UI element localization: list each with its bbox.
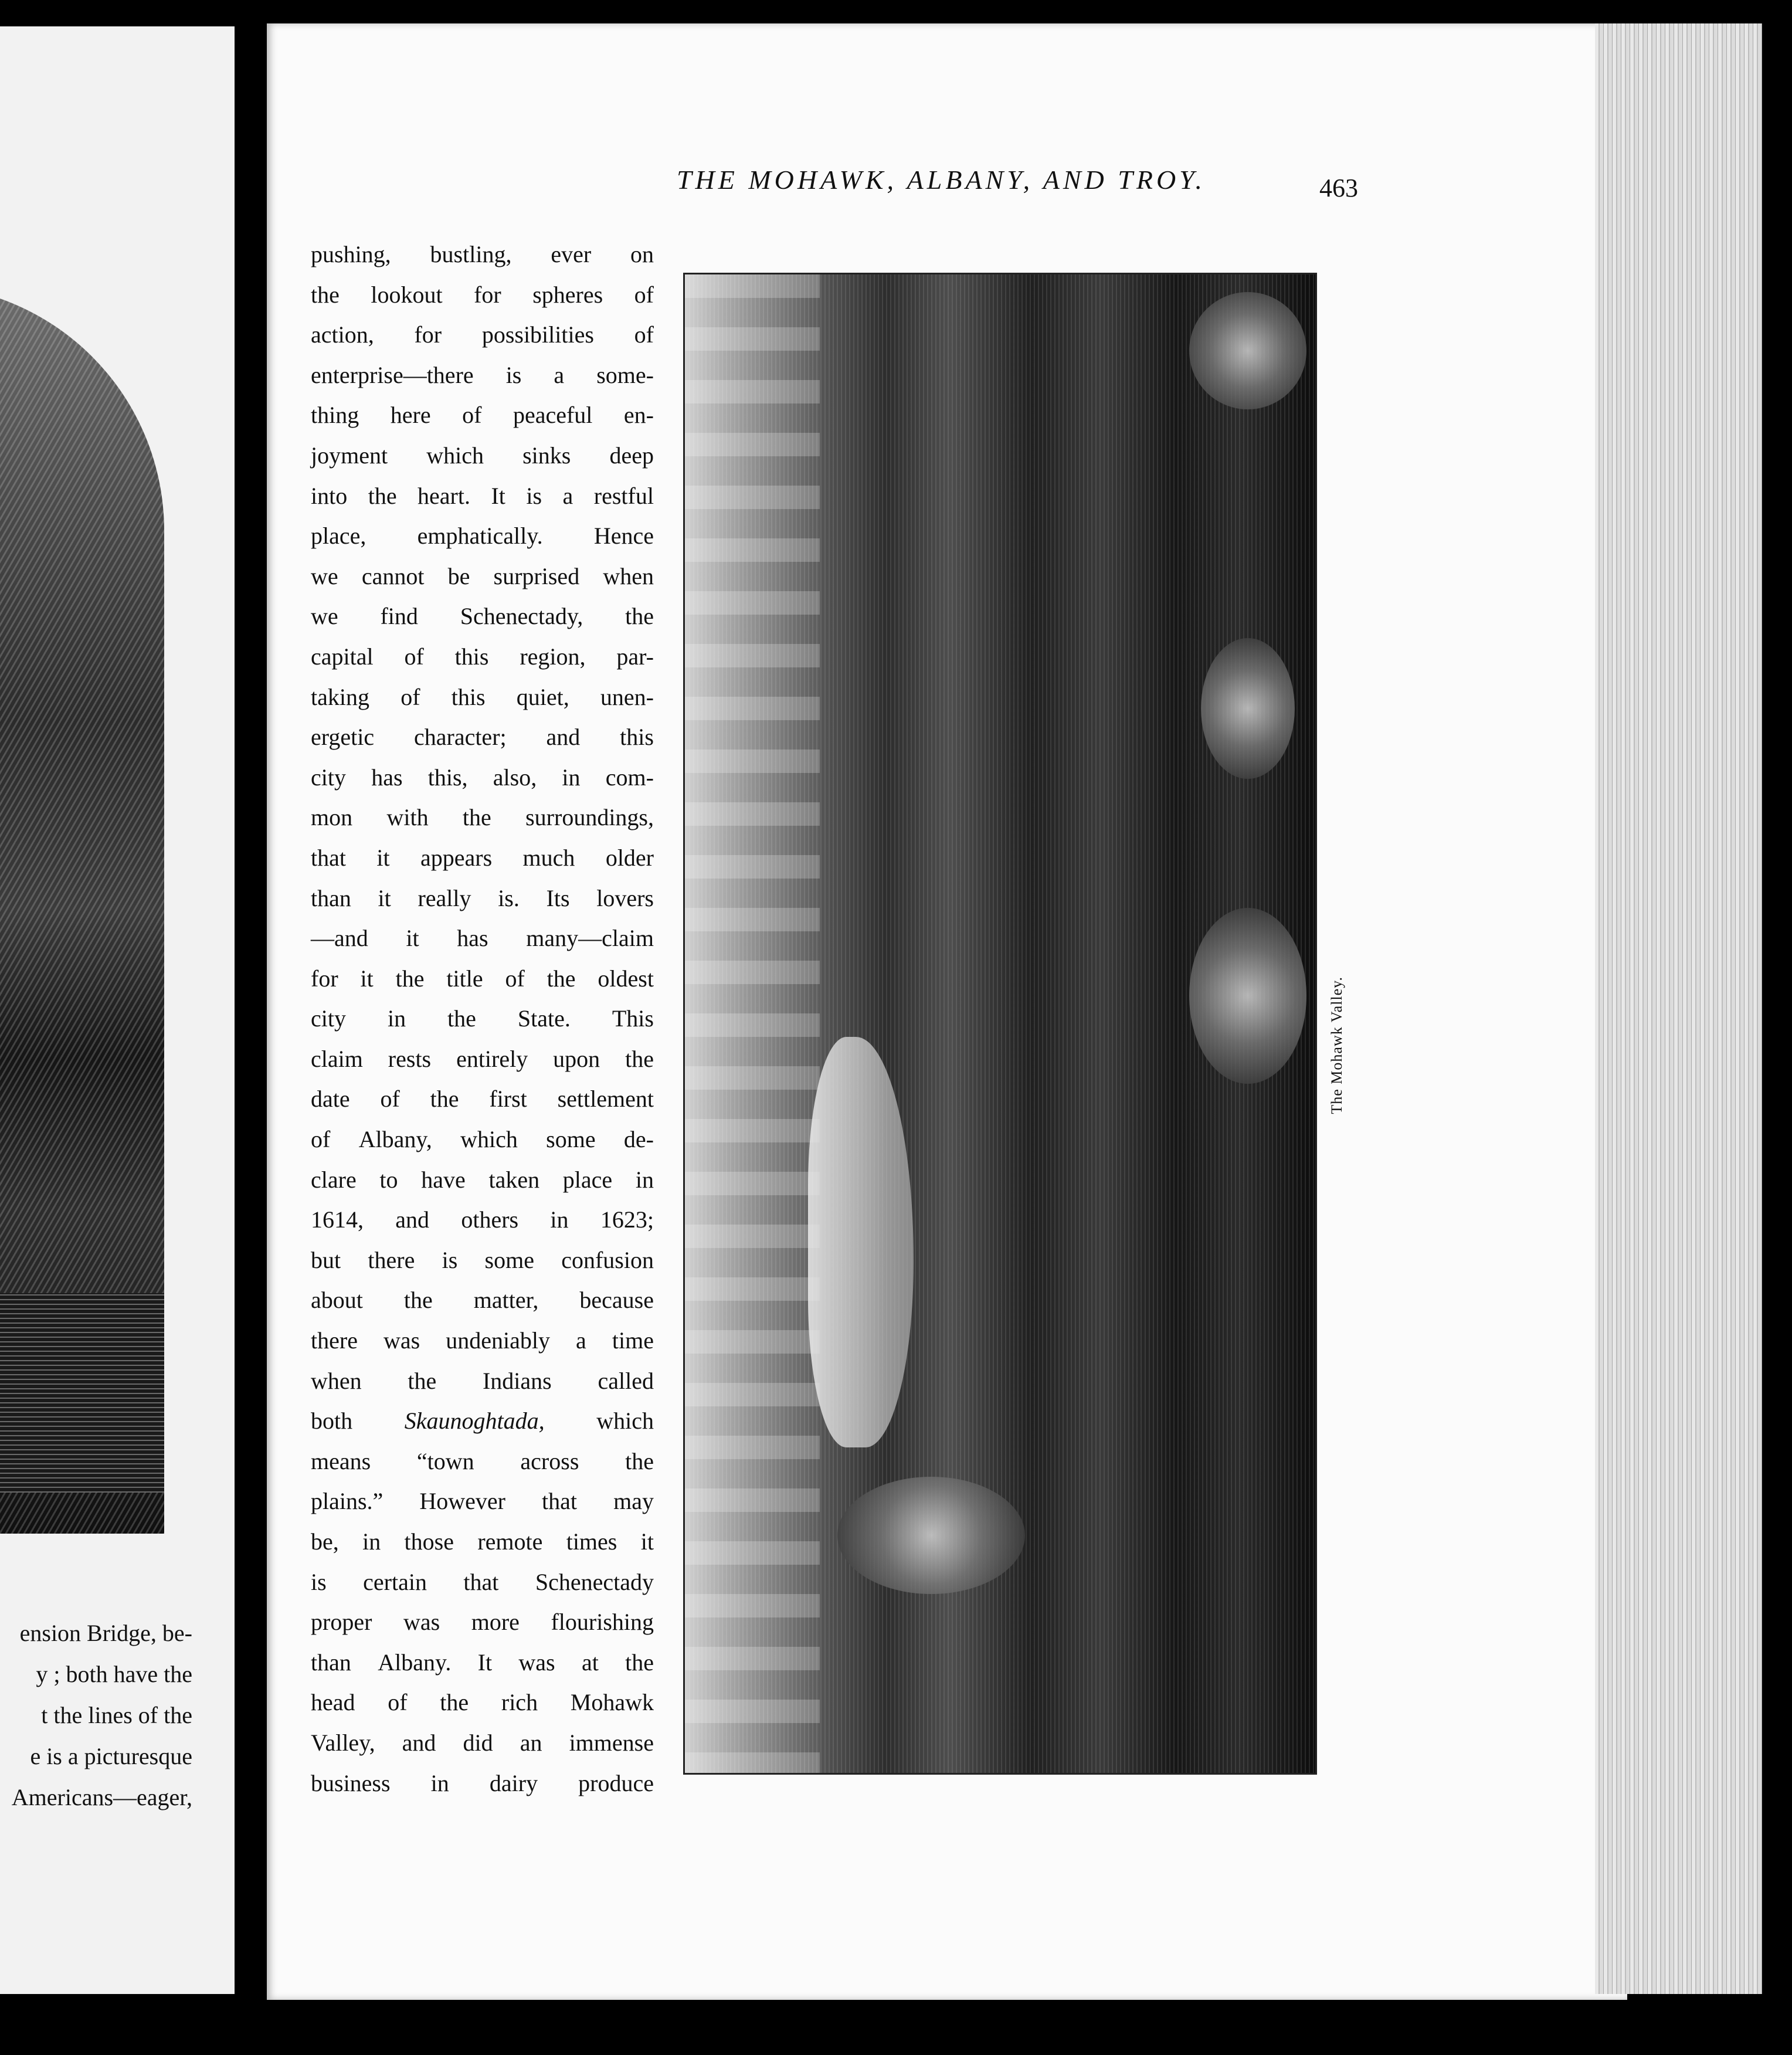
word: of: [388, 1689, 408, 1716]
word: It: [477, 1649, 493, 1676]
word: deep: [609, 442, 654, 469]
previous-page-line: ension Bridge, be-: [19, 1620, 192, 1646]
word: the: [368, 482, 397, 509]
word: on: [630, 241, 654, 267]
text-line: [311, 436, 654, 476]
word: of: [462, 402, 482, 429]
previous-page-line: e is a picturesque: [30, 1743, 192, 1769]
word: possibilities: [481, 321, 594, 348]
word: heart.: [418, 482, 470, 509]
word: city: [311, 1005, 346, 1032]
word: certain: [363, 1568, 427, 1595]
word: surprised: [493, 562, 580, 589]
word: the: [625, 1649, 654, 1676]
word: city: [311, 764, 346, 791]
word: which: [426, 442, 484, 469]
text-line: [311, 275, 654, 316]
previous-page: [0, 26, 235, 1994]
previous-page-illustration: [0, 284, 164, 1534]
word: Hence: [593, 523, 654, 550]
word: taken: [488, 1166, 540, 1193]
word: this,: [427, 764, 468, 791]
word: in: [562, 764, 581, 791]
word: par-: [616, 643, 654, 670]
word: across: [520, 1447, 579, 1474]
text-line: [311, 677, 654, 718]
word: the: [462, 804, 491, 831]
word: an: [520, 1729, 542, 1756]
text-line: [311, 798, 654, 838]
word: the: [440, 1689, 469, 1716]
word: immense: [569, 1729, 654, 1756]
word: Its: [546, 884, 570, 911]
word: place: [562, 1166, 613, 1193]
word: ever: [551, 241, 592, 267]
word: is: [505, 361, 522, 388]
text-line: [311, 1039, 654, 1080]
word: the: [625, 603, 654, 630]
word: restful: [593, 482, 654, 509]
previous-page-line: t the lines of the: [41, 1702, 192, 1728]
word: surroundings,: [525, 804, 654, 831]
text-line: [311, 1683, 654, 1723]
word: en-: [623, 402, 654, 429]
word: the: [547, 965, 576, 992]
text-line: [311, 516, 654, 557]
book-page: [267, 23, 1627, 2000]
word: a: [554, 361, 565, 388]
word: Indians: [482, 1367, 552, 1394]
word: times: [566, 1528, 617, 1555]
word: there: [368, 1246, 415, 1273]
previous-page-text: [0, 1613, 192, 1818]
word: sinks: [522, 442, 571, 469]
word: appears: [420, 844, 493, 871]
word: it: [378, 884, 391, 911]
illustration-caption: The Mohawk Valley.: [1328, 976, 1345, 1114]
word: date: [311, 1086, 350, 1113]
word: both: [311, 1408, 353, 1435]
text-line: [311, 476, 654, 517]
text-line: [311, 637, 654, 677]
word: joyment: [311, 442, 388, 469]
word: many—claim: [526, 925, 654, 952]
word: dairy: [489, 1769, 538, 1796]
word: “town: [416, 1447, 474, 1474]
word: entirely: [456, 1045, 528, 1072]
word: at: [581, 1649, 599, 1676]
word: of: [505, 965, 525, 992]
word: 1614,: [311, 1206, 364, 1233]
text-line: [311, 1280, 654, 1321]
word: be,: [311, 1528, 339, 1555]
text-line: [311, 879, 654, 919]
word: cannot: [361, 562, 425, 589]
word: for: [311, 965, 338, 992]
word: is: [526, 482, 542, 509]
word: bustling,: [430, 241, 512, 267]
illustration-tree: [1189, 908, 1306, 1084]
word: is.: [498, 884, 520, 911]
word: thing: [311, 402, 359, 429]
illustration-tree: [1189, 292, 1306, 409]
word: and: [395, 1206, 430, 1233]
illustration-sky: [685, 274, 820, 1773]
word: capital: [311, 643, 374, 670]
word: that: [463, 1568, 499, 1595]
word: place,: [311, 523, 366, 550]
word: this: [454, 643, 489, 670]
word: some: [484, 1246, 534, 1273]
word: in: [430, 1769, 449, 1796]
word: may: [613, 1488, 654, 1515]
text-line: [311, 1120, 654, 1160]
word: However: [419, 1488, 505, 1515]
word: in: [387, 1005, 406, 1032]
word: remote: [477, 1528, 543, 1555]
word: settlement: [557, 1086, 654, 1113]
word: has: [371, 764, 403, 791]
text-line: [311, 395, 654, 436]
word: the: [430, 1086, 459, 1113]
word: did: [463, 1729, 493, 1756]
text-line: [311, 717, 654, 758]
word: we: [311, 562, 338, 589]
word: and: [546, 724, 581, 751]
word: com-: [605, 764, 654, 791]
text-line: [311, 1723, 654, 1764]
word: of: [380, 1086, 400, 1113]
word: a: [562, 482, 573, 509]
word: upon: [553, 1045, 600, 1072]
word: when: [311, 1367, 362, 1394]
text-line: [311, 355, 654, 396]
word: the: [447, 1005, 476, 1032]
word: lovers: [596, 884, 654, 911]
previous-page-line: y ; both have the: [36, 1661, 192, 1687]
word: action,: [311, 321, 374, 348]
word: clare: [311, 1166, 357, 1193]
word: it: [360, 965, 374, 992]
word: ergetic: [311, 724, 375, 751]
word: that: [311, 844, 346, 871]
text-line: [311, 1240, 654, 1281]
text-line: [311, 1079, 654, 1120]
word: enterprise—there: [311, 361, 474, 388]
text-line: [311, 315, 654, 355]
text-line: [311, 1160, 654, 1201]
word: first: [489, 1086, 527, 1113]
word: Valley,: [311, 1729, 375, 1756]
word: was: [518, 1649, 555, 1676]
word: a: [576, 1327, 586, 1354]
word: this: [451, 683, 486, 710]
word: —and: [311, 925, 368, 952]
word: plains.”: [311, 1488, 383, 1515]
word: It: [491, 482, 505, 509]
mohawk-valley-illustration: [683, 273, 1317, 1775]
word: Albany,: [358, 1126, 432, 1153]
word: to: [379, 1166, 398, 1193]
word: Mohawk: [570, 1689, 654, 1716]
word: spheres: [532, 281, 603, 308]
word: the: [408, 1367, 437, 1394]
word: which: [460, 1126, 518, 1153]
word: but: [311, 1246, 341, 1273]
page-number: 463: [1319, 174, 1358, 202]
word: it: [640, 1528, 654, 1555]
text-line: [311, 1764, 654, 1804]
text-line: [311, 1602, 654, 1643]
word: more: [471, 1609, 520, 1636]
word: has: [457, 925, 488, 952]
word: than: [311, 884, 351, 911]
word: proper: [311, 1609, 372, 1636]
word: the: [625, 1447, 654, 1474]
word: with: [386, 804, 429, 831]
word: this: [620, 724, 654, 751]
word: find: [380, 603, 418, 630]
word: peaceful: [513, 402, 593, 429]
word: the: [625, 1045, 654, 1072]
text-line: [311, 999, 654, 1039]
word: claim: [311, 1045, 363, 1072]
word: here: [390, 402, 431, 429]
italic-word: Skaunoghtada,: [404, 1408, 545, 1435]
word: is: [311, 1568, 327, 1595]
word: that: [542, 1488, 578, 1515]
text-line: [311, 1361, 654, 1402]
word: Schenectady,: [460, 603, 583, 630]
word: the: [395, 965, 425, 992]
text-line: [311, 1522, 654, 1562]
word: emphatically.: [417, 523, 543, 550]
word: for: [474, 281, 501, 308]
word: really: [418, 884, 471, 911]
text-line: [311, 918, 654, 959]
word: much: [522, 844, 575, 871]
word: rich: [501, 1689, 538, 1716]
word: others: [461, 1206, 519, 1233]
word: because: [579, 1287, 654, 1314]
word: time: [612, 1327, 654, 1354]
illustration-tree: [1201, 638, 1295, 779]
word: which: [596, 1408, 654, 1435]
word: was: [383, 1327, 420, 1354]
word: the: [403, 1287, 433, 1314]
word: taking: [311, 683, 369, 710]
text-line: [311, 1481, 654, 1522]
word: in: [635, 1166, 654, 1193]
word: matter,: [473, 1287, 539, 1314]
text-line: [311, 596, 654, 637]
word: business: [311, 1769, 391, 1796]
word: into: [311, 482, 348, 509]
word: we: [311, 603, 338, 630]
word: mon: [311, 804, 353, 831]
word: the: [311, 281, 340, 308]
word: of: [634, 321, 654, 348]
text-line: [311, 838, 654, 879]
book-page-edges: [1595, 23, 1762, 1994]
word: of: [401, 683, 420, 710]
word: rests: [388, 1045, 432, 1072]
word: pushing,: [311, 241, 391, 267]
word: when: [603, 562, 654, 589]
word: title: [446, 965, 483, 992]
word: called: [598, 1367, 654, 1394]
word: This: [612, 1005, 654, 1032]
word: be: [447, 562, 470, 589]
text-line: [311, 1442, 654, 1482]
word: 1623;: [600, 1206, 654, 1233]
body-text-column: [311, 235, 654, 1803]
text-line: [311, 758, 654, 798]
word: oldest: [598, 965, 654, 992]
word: Albany.: [378, 1649, 452, 1676]
word: it: [376, 844, 390, 871]
word: lookout: [371, 281, 443, 308]
word: and: [402, 1729, 436, 1756]
word: confusion: [561, 1246, 654, 1273]
text-line: [311, 557, 654, 597]
word: character;: [413, 724, 507, 751]
word: those: [404, 1528, 454, 1555]
word: it: [406, 925, 419, 952]
word: head: [311, 1689, 355, 1716]
word: is: [442, 1246, 458, 1273]
running-head: THE MOHAWK, ALBANY, AND TROY.: [676, 165, 1206, 195]
word: also,: [493, 764, 537, 791]
text-line: [311, 1321, 654, 1361]
word: of: [404, 643, 424, 670]
word: for: [414, 321, 442, 348]
word: some: [546, 1126, 596, 1153]
word: of: [311, 1126, 331, 1153]
word: than: [311, 1649, 351, 1676]
word: produce: [578, 1769, 654, 1796]
word: region,: [520, 643, 586, 670]
word: older: [605, 844, 654, 871]
word: in: [550, 1206, 569, 1233]
word: undeniably: [446, 1327, 550, 1354]
text-line: [311, 1401, 654, 1442]
word: unen-: [600, 683, 654, 710]
illustration-river: [808, 1037, 914, 1447]
word: there: [311, 1327, 358, 1354]
word: some-: [596, 361, 654, 388]
text-line: [311, 1562, 654, 1603]
word: about: [311, 1287, 363, 1314]
word: quiet,: [516, 683, 569, 710]
word: Schenectady: [535, 1568, 654, 1595]
text-line: [311, 1200, 654, 1240]
word: State.: [517, 1005, 571, 1032]
word: was: [403, 1609, 440, 1636]
word: de-: [623, 1126, 654, 1153]
word: flourishing: [551, 1609, 654, 1636]
text-line: [311, 959, 654, 999]
word: have: [421, 1166, 466, 1193]
word: of: [634, 281, 654, 308]
word: in: [362, 1528, 381, 1555]
previous-page-line: Americans—eager,: [11, 1784, 192, 1810]
text-line: [311, 235, 654, 275]
text-line: [311, 1643, 654, 1683]
illustration-tree: [837, 1477, 1025, 1594]
word: means: [311, 1447, 371, 1474]
